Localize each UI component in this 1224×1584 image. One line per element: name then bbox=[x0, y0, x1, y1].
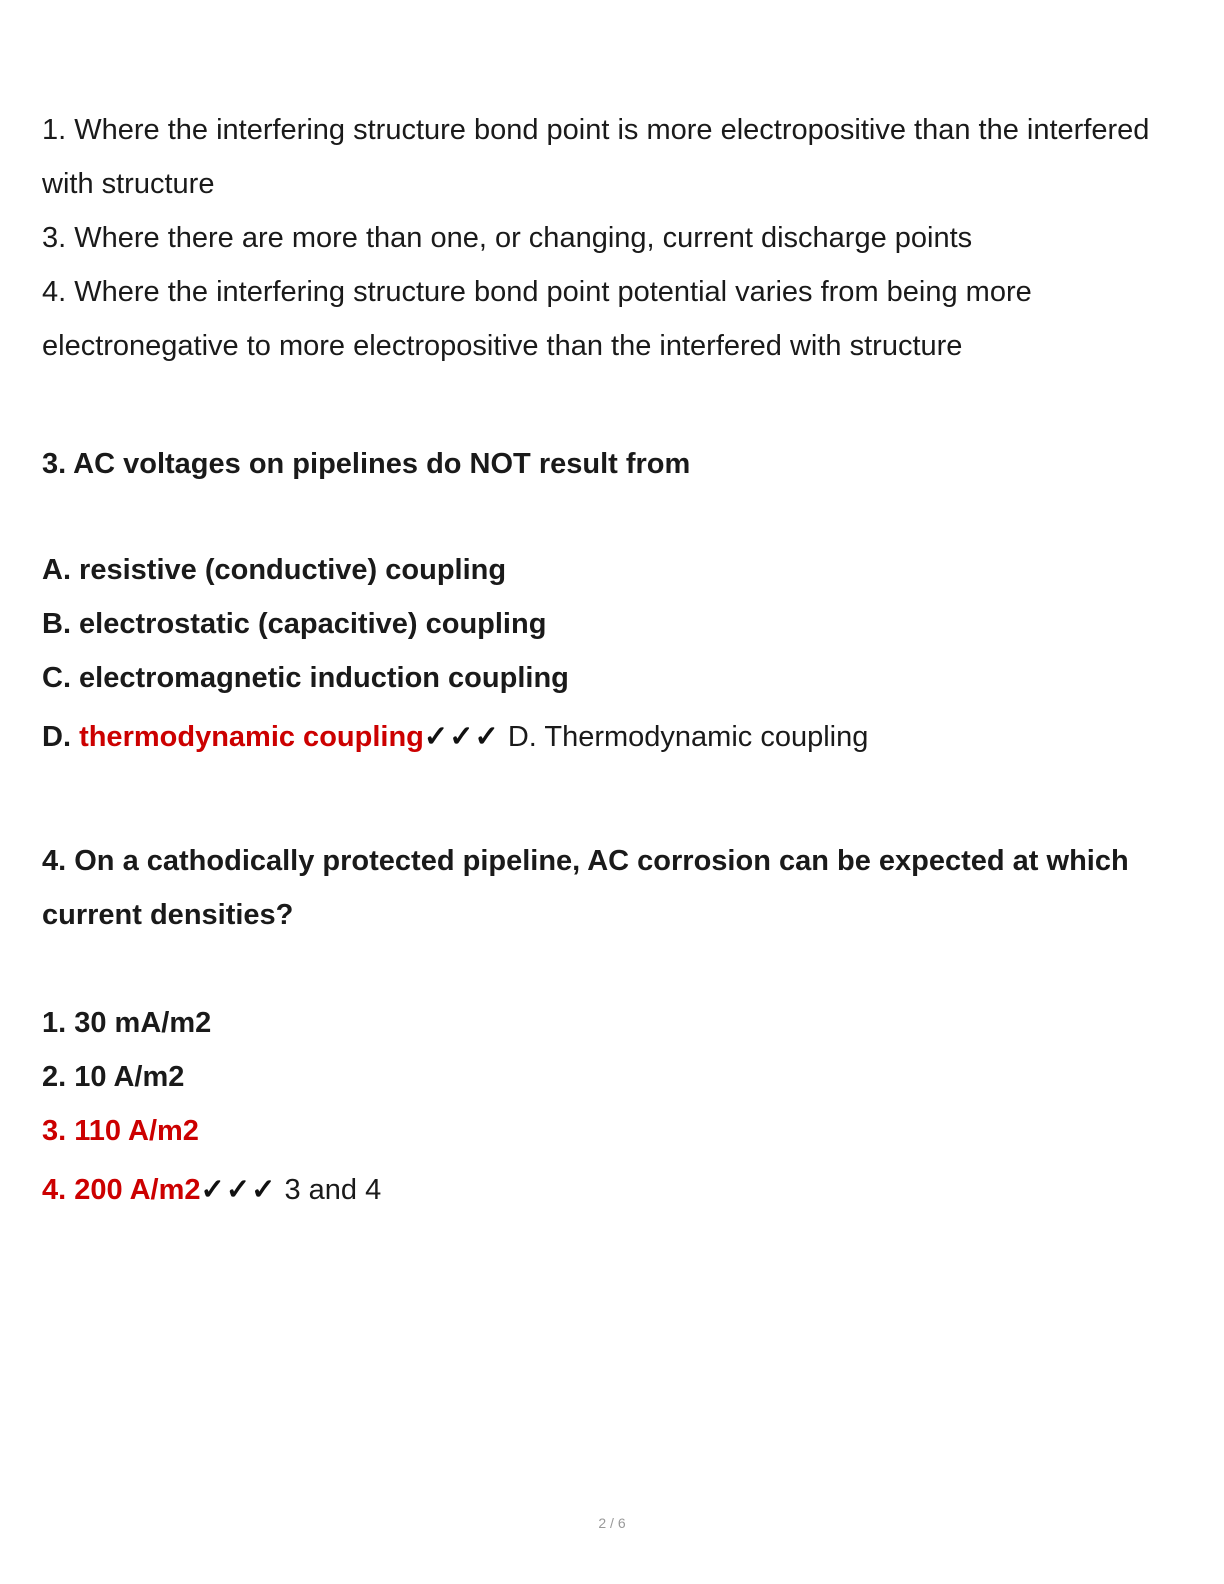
question-3-options bbox=[42, 543, 1182, 764]
question-4-options bbox=[42, 996, 1182, 1217]
question-4-item-1: 1. 30 mA/m2 bbox=[42, 1007, 212, 1039]
question-3-option-b: B. electrostatic (capacitive) coupling bbox=[42, 608, 547, 640]
option-d-letter: D. bbox=[42, 721, 80, 753]
question-4-item-3: 3. 110 A/m2 bbox=[42, 1115, 199, 1147]
question-4-item-4 bbox=[42, 1163, 1182, 1217]
page-number: 2 / 6 bbox=[598, 1515, 626, 1531]
question-3-title: 3. AC voltages on pipelines do NOT result from bbox=[42, 448, 691, 480]
item-4-answer-note: 3 and 4 bbox=[276, 1174, 382, 1206]
intro-item-3: 3. Where there are more than one, or changing, current discharge points bbox=[42, 222, 973, 254]
checkmarks-icon: ✓✓✓ bbox=[423, 721, 500, 753]
question-4-title: 4. On a cathodically protected pipeline, AC corrosion can be expected at which current densities? bbox=[42, 845, 1129, 931]
checkmarks-icon: ✓✓✓ bbox=[200, 1174, 277, 1206]
question-3-option-d bbox=[42, 710, 1182, 764]
question-3-option-c: C. electromagnetic induction coupling bbox=[42, 662, 569, 694]
question-3-option-a: A. resistive (conductive) coupling bbox=[42, 554, 507, 586]
question-4-item-2: 2. 10 A/m2 bbox=[42, 1061, 185, 1093]
intro-item-1: 1. Where the interfering structure bond point is more electropositive than the interfered with structure bbox=[42, 114, 1150, 200]
option-d-answer-text: thermodynamic coupling bbox=[79, 721, 424, 753]
intro-item-4: 4. Where the interfering structure bond point potential varies from being more electronegative to more electropositive than the interfered with structure bbox=[42, 276, 1032, 362]
option-d-answer-note: D. Thermodynamic coupling bbox=[499, 721, 869, 753]
item-4-answer-text: 4. 200 A/m2 bbox=[42, 1174, 201, 1206]
